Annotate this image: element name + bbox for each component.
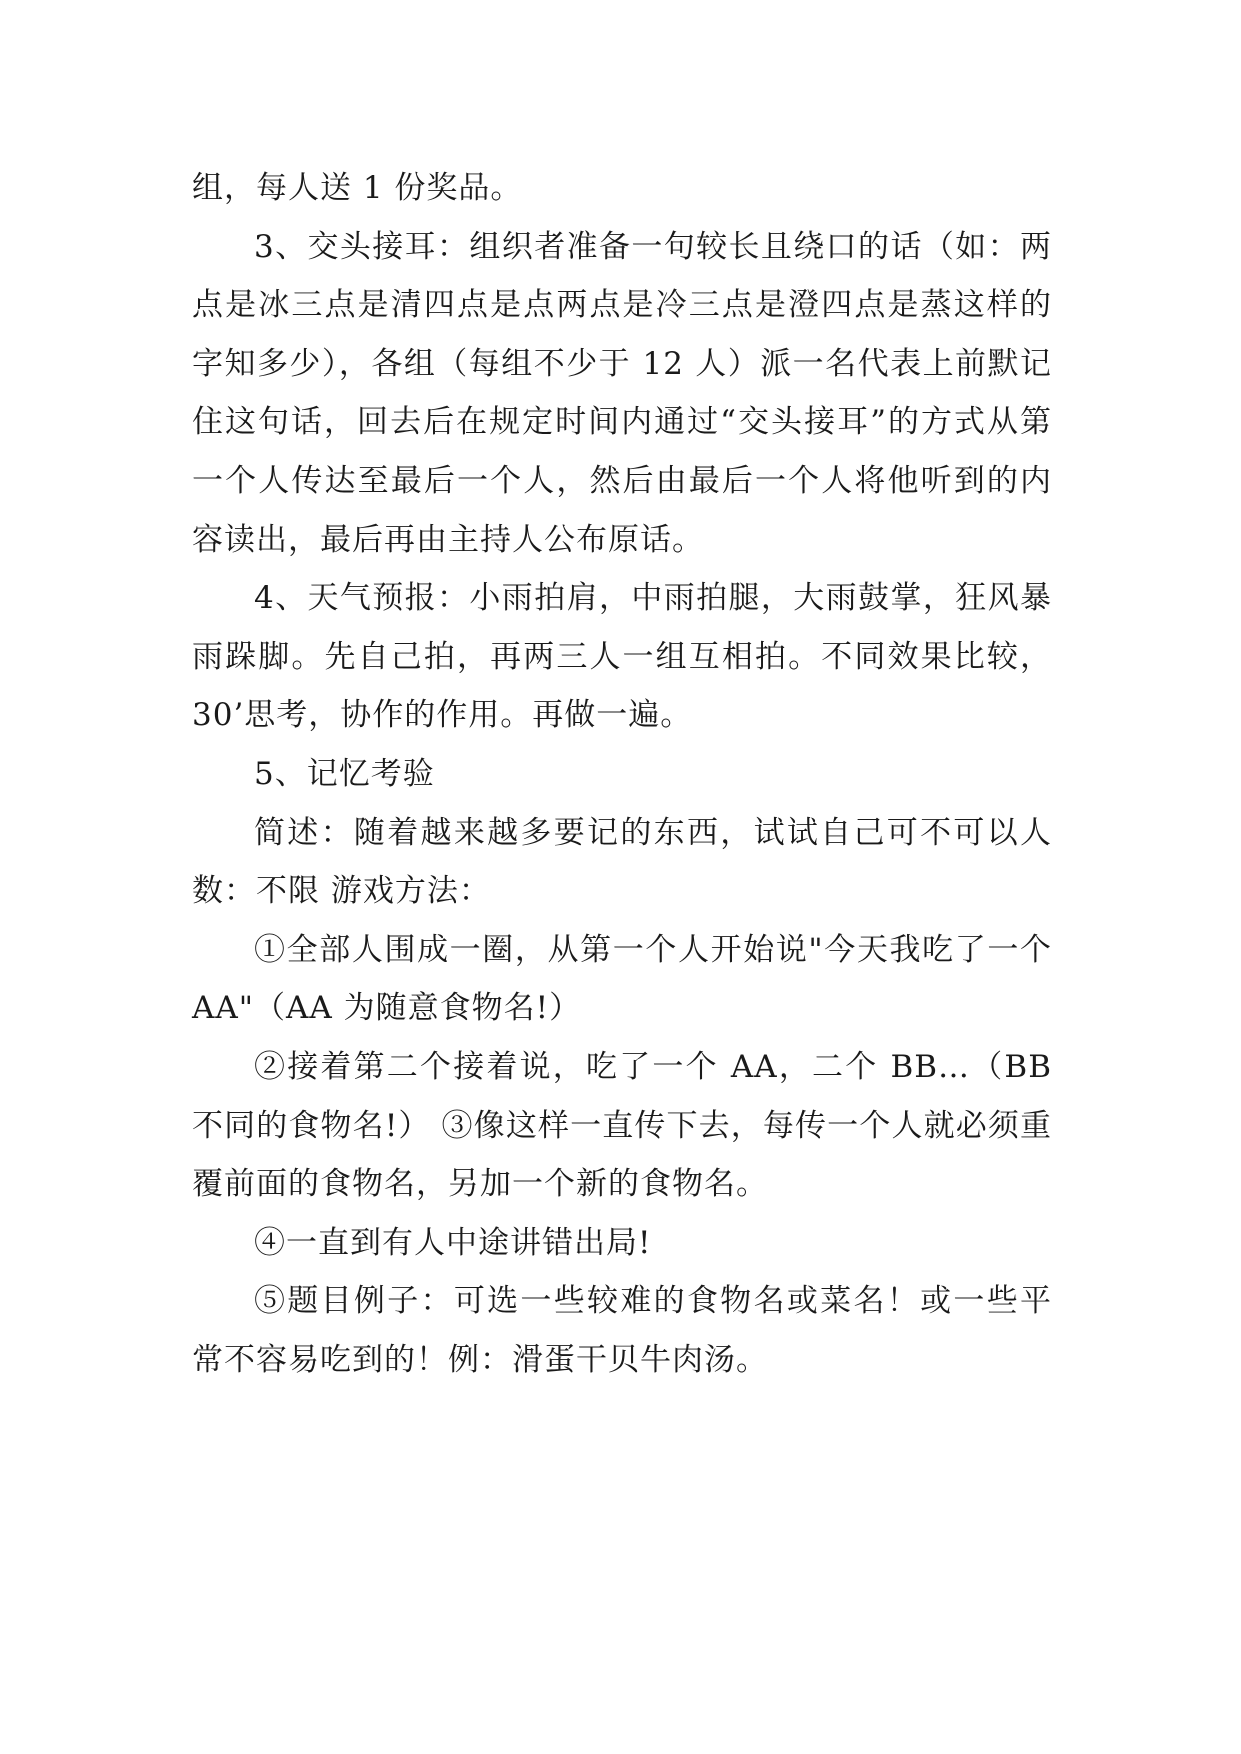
- paragraph-memory-test-heading: 5、记忆考验: [254, 755, 435, 792]
- paragraph-memory-step-5: ⑤题目例子：可选一些较难的食物名或菜名！或一些平常不容易吃到的！例：滑蛋干贝牛肉汤。: [192, 1283, 1052, 1378]
- paragraph-memory-test-summary: 简述：随着越来越多要记的东西，试试自己可不可以人数：不限 游戏方法：: [192, 814, 1052, 910]
- paragraph-memory-step-1: ①全部人围成一圈，从第一个人开始说"今天我吃了一个 AA"（AA 为随意食物名!）: [192, 931, 1052, 1027]
- paragraph-memory-step-4: ④一直到有人中途讲错出局!: [254, 1224, 652, 1261]
- document-body: [192, 159, 1052, 1389]
- paragraph-whisper-game: 3、交头接耳：组织者准备一句较长且绕口的话（如：两点是冰三点是清四点是点两点是冷三点是澄四点是蒸这样的字知多少），各组（每组不少于 12 人）派一名代表上前默记住这句话，回去后在规定时间内通过“交头接耳”的方式从第一个人传达至最后一个人，然后由最后一个人将他听到的内容读出，最后再由主持人公布原话。: [192, 228, 1052, 558]
- paragraph-weather-forecast-game: 4、天气预报：小雨拍肩，中雨拍腿，大雨鼓掌，狂风暴雨跺脚。先自己拍，再两三人一组互相拍。不同效果比较，30’思考，协作的作用。再做一遍。: [192, 580, 1052, 734]
- paragraph-memory-step-2-3: ②接着第二个接着说，吃了一个 AA，二个 BB…（BB 不同的食物名!） ③像这样一直传下去，每传一个人就必须重覆前面的食物名，另加一个新的食物名。: [192, 1048, 1052, 1203]
- paragraph-prize: 组，每人送 1 份奖品。: [192, 170, 523, 206]
